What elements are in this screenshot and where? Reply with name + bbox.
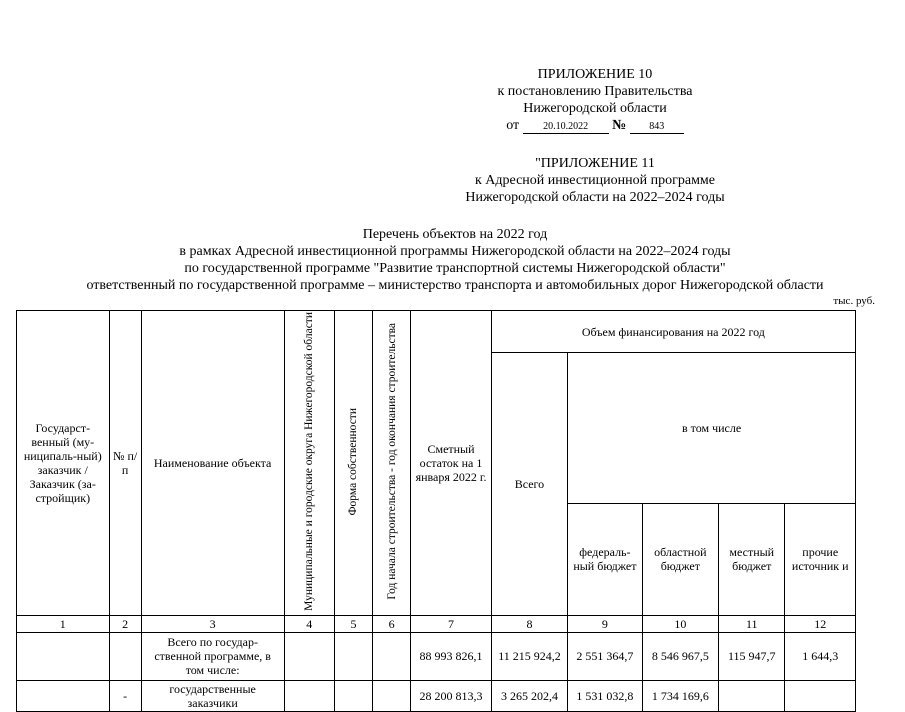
appendix-region: Нижегородской области [523,101,667,116]
cell-local: 115 947,7 [719,632,785,680]
header-total: Всего [491,353,567,616]
cell-regional: 8 546 967,5 [642,632,718,680]
header-num: № п/п [109,311,141,616]
decree-date: 20.10.2022 [523,121,609,134]
header-ownership [334,311,372,616]
decree-number: 843 [630,121,684,134]
header-municipal-text: Муниципальные и городские округа Нижегородской области [303,312,316,611]
title-line-2: в рамках Адресной инвестиционной программы Нижегородской области на 2022–2024 годы [179,244,731,259]
header-ownership-text: Форма собственности [347,407,360,516]
header-municipal [284,311,334,616]
col-number: 5 [334,615,372,632]
cell-customer [17,680,110,711]
appendix2-region: Нижегородской области на 2022–2024 годы [465,190,725,205]
units-label: тыс. руб. [833,295,875,307]
appendix2-title: "ПРИЛОЖЕНИЕ 11 [535,156,655,171]
col-number: 11 [719,615,785,632]
cell-num: - [109,680,141,711]
col-number: 10 [642,615,718,632]
col-number: 8 [491,615,567,632]
header-years [373,311,411,616]
cell-other [785,680,856,711]
col-number: 12 [785,615,856,632]
col-number: 4 [284,615,334,632]
header-name: Наименование объекта [141,311,284,616]
col-number: 1 [17,615,110,632]
header-estimate: Сметный остаток на 1 января 2022 г. [411,311,491,616]
cell-federal: 1 531 032,8 [568,680,642,711]
cell-municipal [284,680,334,711]
from-label: от [506,118,520,133]
title-line-3: по государственной программе "Развитие транспортной системы Нижегородской области" [184,261,726,276]
appendix-subtitle: к постановлению Правительства [497,84,693,99]
header-regional: областной бюджет [642,503,718,615]
title-line-4: ответственный по государственной программе – министерство транспорта и автомобильных дорог Нижегородской области [86,278,824,293]
appendix-11-block [440,155,750,206]
table-row [17,680,856,711]
title-line-1: Перечень объектов на 2022 год [362,227,548,242]
col-number: 6 [373,615,411,632]
header-customer: Государст-венный (му-ниципаль-ный) заказчик / Заказчик (за-стройщик) [17,311,110,616]
cell-years [373,680,411,711]
cell-ownership [334,680,372,711]
column-numbers-row [17,615,856,632]
number-label: № [612,118,627,133]
cell-estimate: 28 200 813,3 [411,680,491,711]
appendix2-subtitle: к Адресной инвестиционной программе [474,173,716,188]
header-including: в том числе [568,353,856,504]
col-number: 9 [568,615,642,632]
cell-estimate: 88 993 826,1 [411,632,491,680]
header-federal: федераль-ный бюджет [568,503,642,615]
appendix-date-line [470,117,720,134]
header-local: местный бюджет [719,503,785,615]
cell-total: 11 215 924,2 [491,632,567,680]
cell-federal: 2 551 364,7 [568,632,642,680]
col-number: 2 [109,615,141,632]
header-funding: Объем финансирования на 2022 год [491,311,855,353]
objects-table [16,310,856,712]
appendix-title: ПРИЛОЖЕНИЕ 10 [537,67,653,82]
cell-name: государственные заказчики [141,680,284,711]
header-other: прочие источник и [785,503,856,615]
cell-regional: 1 734 169,6 [642,680,718,711]
col-number: 3 [141,615,284,632]
cell-other: 1 644,3 [785,632,856,680]
appendix-10-block [470,66,720,134]
col-number: 7 [411,615,491,632]
cell-total: 3 265 202,4 [491,680,567,711]
header-years-text: Год начала строительства - год окончания строительства [385,323,398,600]
document-title [40,226,870,294]
cell-local [719,680,785,711]
cell-name: Всего по государ-ственной программе, в том числе: [141,632,284,680]
